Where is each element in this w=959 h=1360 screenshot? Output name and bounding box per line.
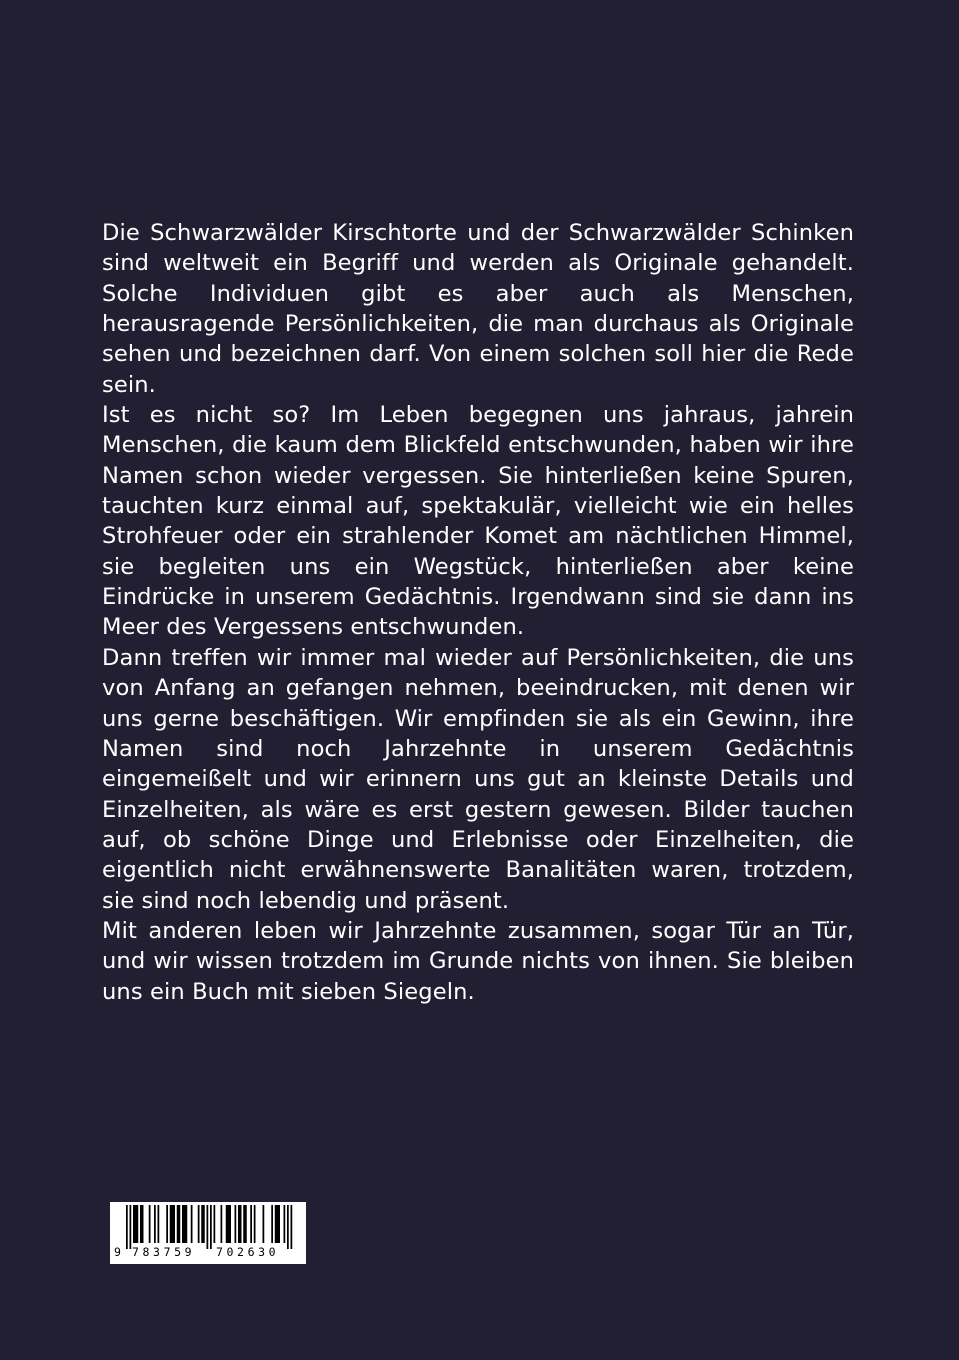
barcode-bar-4 — [149, 1205, 151, 1243]
barcode-left-group: 783759 — [132, 1245, 196, 1259]
barcode-bar-23 — [254, 1205, 256, 1243]
barcode-bar-8 — [170, 1205, 175, 1243]
barcode-bar-20 — [238, 1205, 242, 1243]
barcode-bar-17 — [221, 1205, 223, 1243]
barcode-bar-0 — [126, 1205, 128, 1249]
barcode-bar-25 — [271, 1205, 273, 1243]
barcode-bar-15 — [210, 1205, 212, 1249]
barcode-right-group: 702630 — [216, 1245, 280, 1259]
barcode-bar-13 — [201, 1205, 205, 1243]
back-cover-blurb — [102, 218, 854, 1007]
blurb-paragraph-3: Dann treffen wir immer mal wieder auf Persönlichkeiten, die uns von Anfang an gefangen nehmen, beeindrucken, mit denen wir uns gerne beschäftigen. Wir empfinden sie als ein Gewinn, ihre Namen sind noch Jahrzehnte in unserem Gedächtnis eingemeißelt und wir erinnern uns gut an kleinste Details und Einzelheiten, als wäre es erst gestern gewesen. Bilder tauchen auf, ob schöne Dinge und Erlebnisse oder Einzelheiten, die eigentlich nicht erwähnenswerte Banalitäten waren, trotzdem, sie sind noch lebendig und präsent. — [102, 644, 854, 914]
blurb-paragraph-4: Mit anderen leben wir Jahrzehnte zusammen, sogar Tür an Tür, und wir wissen trotzdem im Grunde nichts von ihnen. Sie bleiben uns ein Buch mit sieben Siegeln. — [102, 917, 854, 1005]
isbn-barcode — [110, 1202, 306, 1264]
barcode-bar-28 — [287, 1205, 289, 1249]
blurb-paragraph-2: Ist es nicht so? Im Leben begegnen uns jahraus, jahrein Menschen, die kaum dem Blickfeld entschwunden, haben wir ihre Namen schon wieder vergessen. Sie hinterließen keine Spuren, tauchten kurz einmal auf, spektakulär, vielleicht wie ein helles Strohfeuer oder ein strahlender Komet am nächtlichen Himmel, sie begleiten uns ein Wegstück, hinterließen aber keine Eindrücke in unserem Gedächtnis. Irgendwann sind sie dann ins Meer des Vergessens entschwunden. — [102, 402, 854, 641]
barcode-bar-5 — [154, 1205, 156, 1243]
barcode-bar-18 — [226, 1205, 231, 1243]
barcode-bar-11 — [191, 1205, 193, 1243]
blurb-paragraph-1: Die Schwarzwälder Kirschtorte und der Schwarzwälder Schinken sind weltweit ein Begriff und werden als Originale gehandelt. Solche Individuen gibt es aber auch als Menschen, herausragende Persönlichkeiten, die man durchaus als Originale sehen und bezeichnen darf. Von einem solchen soll hier die Rede sein. — [102, 220, 854, 398]
barcode-bar-2 — [133, 1205, 138, 1243]
barcode-bar-24 — [263, 1205, 265, 1243]
barcode-bar-19 — [235, 1205, 237, 1243]
barcode-bar-6 — [158, 1205, 160, 1243]
barcode-bar-1 — [130, 1205, 132, 1249]
barcode-bar-3 — [140, 1205, 144, 1243]
barcode-bar-21 — [243, 1205, 247, 1243]
barcode-bar-12 — [198, 1205, 200, 1243]
barcode-bar-27 — [284, 1205, 286, 1243]
barcode-bar-10 — [182, 1205, 187, 1243]
barcode-bar-16 — [214, 1205, 216, 1243]
barcode-lead-digit: 9 — [114, 1245, 121, 1259]
barcode-bar-26 — [275, 1205, 280, 1243]
barcode-bar-14 — [207, 1205, 209, 1249]
barcode-bar-22 — [250, 1205, 252, 1243]
barcode-bar-9 — [177, 1205, 181, 1243]
barcode-digits — [110, 1245, 306, 1315]
barcode-bar-7 — [166, 1205, 168, 1243]
barcode-bar-29 — [291, 1205, 293, 1249]
